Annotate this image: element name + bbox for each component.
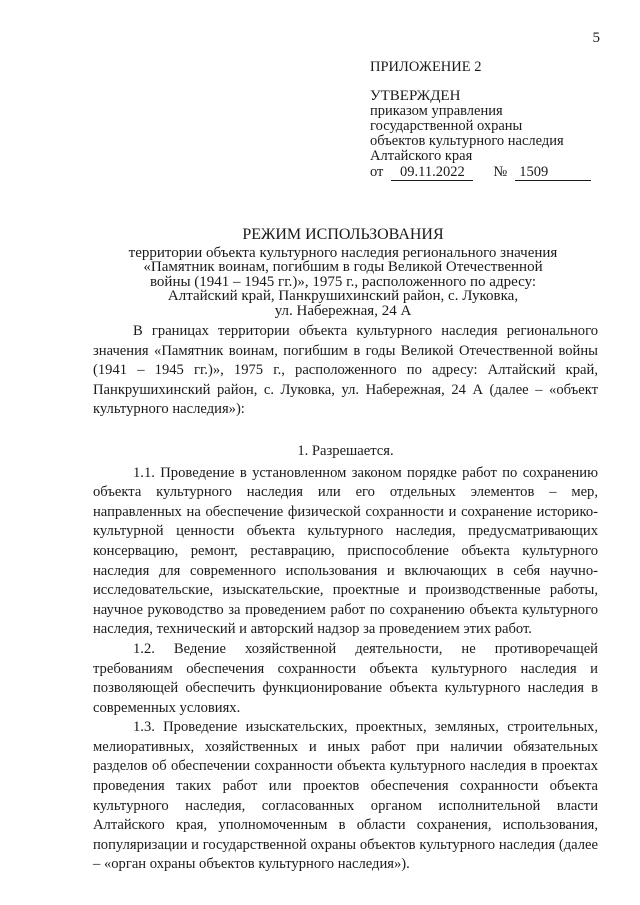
document-body: [93, 322, 598, 875]
approved-label: УТВЕРЖДЕН: [370, 88, 461, 104]
order-line: [370, 165, 610, 181]
approval-line: объектов культурного наследия: [370, 133, 564, 149]
approval-line: приказом управления: [370, 103, 503, 119]
clause-paragraph: 1.1. Проведение в установленном законом порядке работ по сохранению объекта культурного наследия или его отдельных элементов – мер, направленных на обеспечение физической сохранности и сохранение историко-культурной ценности объекта культурного наследия, предусматривающих консервацию, ремонт, реставрацию, приспособление объекта культурного наследия для современного использования и включающих в себя научно-исследовательские, изыскательские, проектные и производственные работы, научное руководство за проведением работ по сохранению объекта культурного наследия, технический и авторский надзор за проведением этих работ.: [93, 464, 598, 638]
title-line: Алтайский край, Панкрушихинский район, с. Луковка,: [167, 288, 519, 304]
intro-paragraph: В границах территории объекта культурного наследия регионального значения «Памятник воинам, погибшим в годы Великой Отечественной войны (1941 – 1945 гг.)», 1975 г., расположенного по адресу: Алтайский край, Панкрушихинский район, с. Луковка, ул. Набережная, 24 А (далее – «объект культурного наследия»):: [93, 323, 598, 418]
document-title: [90, 228, 596, 318]
clause-paragraph: 1.3. Проведение изыскательских, проектных, земляных, строительных, мелиоративных, хозяйственных и иных работ при наличии обязательных разделов об обеспечении сохранности объекта культурного наследия в проектах проведения таких работ или проектов обеспечения сохранности объекта культурного наследия, согласованных органом исполнительной власти Алтайского края, уполномоченным в области сохранения, использования, популяризации и государственной охраны объектов культурного наследия (далее – «орган охраны объектов культурного наследия»).: [93, 719, 598, 873]
section-heading: 1. Разрешается.: [297, 442, 394, 459]
title-line: ул. Набережная, 24 А: [274, 302, 412, 319]
page-number: 5: [592, 30, 600, 46]
main-title: РЕЖИМ ИСПОЛЬЗОВАНИЯ: [242, 226, 444, 243]
approval-block: [370, 60, 610, 181]
number-prefix: №: [493, 164, 508, 180]
date-prefix: от: [370, 164, 384, 180]
title-line: «Памятник воинам, погибшим в годы Великой Отечественной: [143, 259, 543, 275]
clause-paragraph: 1.2. Ведение хозяйственной деятельности, не противоречащей требованиям обеспечения сохранности объекта культурного наследия и позволяющей обеспечить функционирование объекта культурного наследия в современных условиях.: [93, 640, 598, 716]
order-number: 1509: [515, 165, 591, 181]
approval-line: государственной охраны: [370, 118, 523, 134]
appendix-label: ПРИЛОЖЕНИЕ 2: [370, 59, 482, 75]
order-date: 09.11.2022: [391, 165, 473, 181]
title-line: территории объекта культурного наследия регионального значения: [128, 244, 558, 261]
approval-line: Алтайского края: [370, 148, 473, 164]
title-line: войны (1941 – 1945 гг.)», 1975 г., расположенного по адресу:: [149, 273, 537, 290]
